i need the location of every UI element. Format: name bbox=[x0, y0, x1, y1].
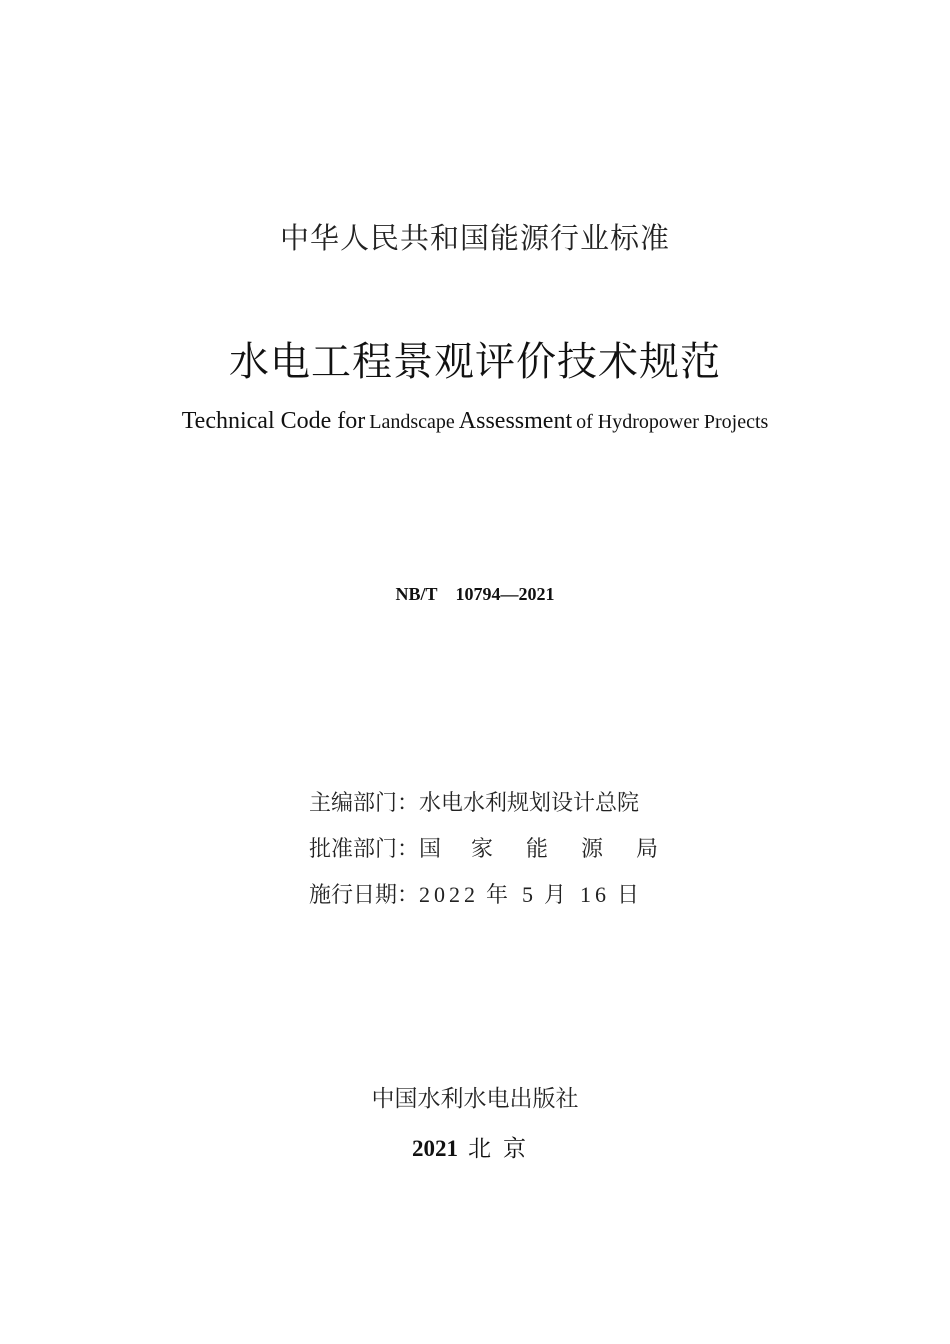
publisher-name: 中国水利水电出版社 bbox=[371, 1086, 579, 1112]
standard-code-prefix: NB/T bbox=[395, 584, 438, 604]
title-en-part2: Landscape bbox=[369, 411, 455, 433]
editor-department-row bbox=[309, 786, 669, 817]
document-title-en bbox=[0, 408, 950, 435]
year-unit: 年 bbox=[486, 883, 509, 908]
approver-label: 批准部门： bbox=[309, 837, 420, 862]
approver-department-row bbox=[309, 832, 669, 863]
publication-year: 2021 bbox=[412, 1136, 458, 1161]
standard-code bbox=[0, 584, 950, 605]
title-en-part4: of Hydropower Projects bbox=[576, 411, 769, 433]
approver-char: 源 bbox=[581, 837, 604, 862]
editor-label: 主编部门： bbox=[309, 791, 420, 816]
approver-value bbox=[419, 832, 657, 863]
standard-code-number: 10794—2021 bbox=[455, 584, 555, 604]
title-en-part3: Assessment bbox=[458, 408, 573, 434]
effective-year: 2022 bbox=[419, 882, 480, 907]
approver-char: 家 bbox=[471, 837, 494, 862]
publication-city: 北京 bbox=[468, 1136, 538, 1162]
effective-day: 16 bbox=[580, 882, 611, 907]
month-unit: 月 bbox=[544, 883, 567, 908]
effective-month: 5 bbox=[522, 882, 538, 907]
title-en-part1: Technical Code for bbox=[181, 408, 366, 434]
effective-date-row bbox=[309, 878, 669, 909]
effective-label: 施行日期： bbox=[309, 883, 420, 908]
editor-value: 水电水利规划设计总院 bbox=[419, 791, 640, 816]
approver-char: 局 bbox=[636, 837, 659, 862]
day-unit: 日 bbox=[617, 883, 640, 908]
publication-place bbox=[0, 1130, 950, 1163]
approver-char: 能 bbox=[526, 837, 549, 862]
document-title-zh: 水电工程景观评价技术规范 bbox=[229, 339, 721, 385]
approver-char: 国 bbox=[419, 837, 442, 862]
industry-standard-heading: 中华人民共和国能源行业标准 bbox=[279, 221, 670, 255]
